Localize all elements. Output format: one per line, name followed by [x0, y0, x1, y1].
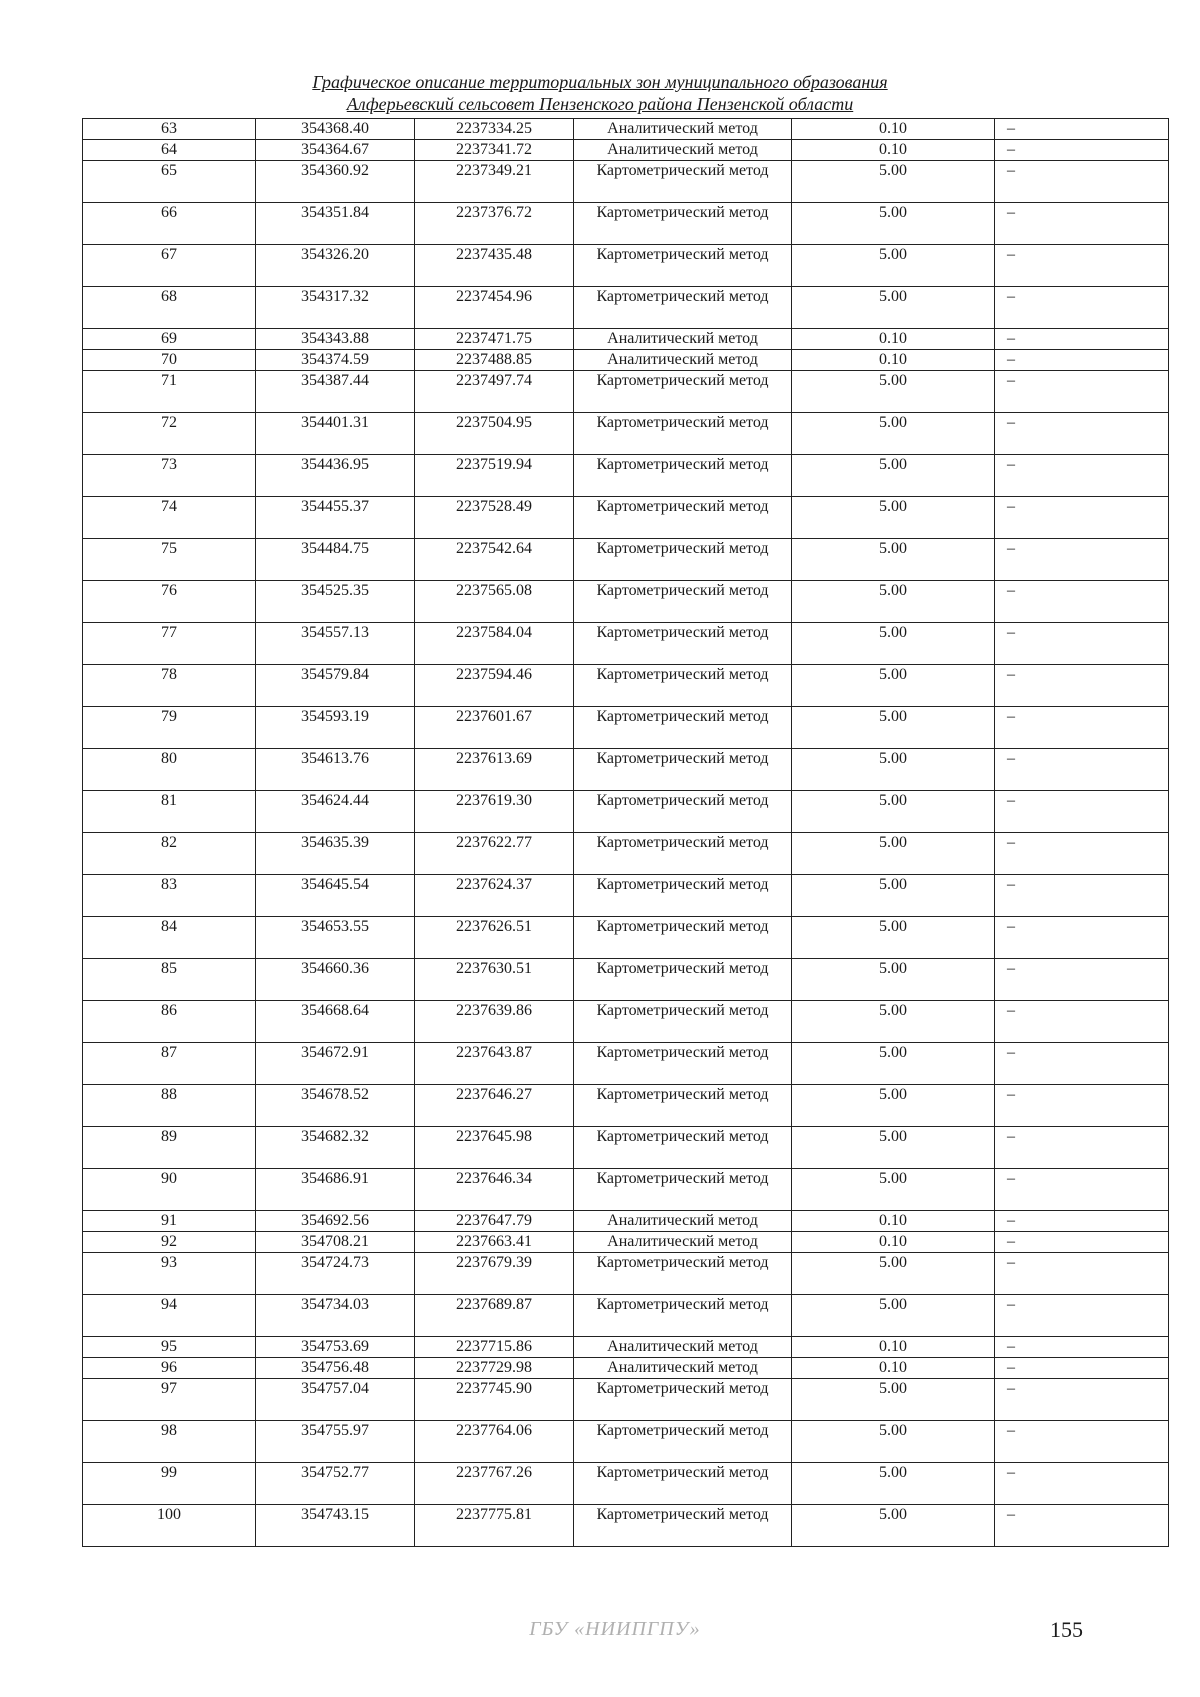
cell-description: – [995, 539, 1169, 581]
cell-accuracy: 5.00 [792, 539, 995, 581]
cell-coordinate-x: 354326.20 [256, 245, 415, 287]
cell-accuracy: 5.00 [792, 413, 995, 455]
cell-accuracy: 5.00 [792, 1295, 995, 1337]
cell-determination-method: Аналитический метод [574, 1337, 792, 1358]
cell-point-number: 75 [83, 539, 256, 581]
cell-determination-method: Картометрический метод [574, 1463, 792, 1505]
table-row [83, 1421, 1169, 1463]
cell-coordinate-x: 354579.84 [256, 665, 415, 707]
cell-coordinate-y: 2237504.95 [415, 413, 574, 455]
cell-coordinate-x: 354635.39 [256, 833, 415, 875]
cell-description: – [995, 161, 1169, 203]
cell-coordinate-y: 2237349.21 [415, 161, 574, 203]
table-row [83, 1043, 1169, 1085]
cell-coordinate-x: 354364.67 [256, 140, 415, 161]
coordinates-table-body [83, 119, 1169, 1547]
cell-coordinate-x: 354724.73 [256, 1253, 415, 1295]
cell-coordinate-y: 2237764.06 [415, 1421, 574, 1463]
cell-point-number: 69 [83, 329, 256, 350]
header-line-2: Алферьевский сельсовет Пензенского района Пензенской области [346, 94, 854, 114]
cell-coordinate-x: 354613.76 [256, 749, 415, 791]
cell-coordinate-y: 2237497.74 [415, 371, 574, 413]
cell-coordinate-y: 2237528.49 [415, 497, 574, 539]
cell-point-number: 64 [83, 140, 256, 161]
cell-description: – [995, 875, 1169, 917]
cell-accuracy: 5.00 [792, 1253, 995, 1295]
cell-coordinate-x: 354374.59 [256, 350, 415, 371]
cell-description: – [995, 287, 1169, 329]
cell-coordinate-x: 354317.32 [256, 287, 415, 329]
cell-accuracy: 5.00 [792, 1169, 995, 1211]
cell-accuracy: 5.00 [792, 161, 995, 203]
table-row [83, 623, 1169, 665]
cell-determination-method: Картометрический метод [574, 833, 792, 875]
cell-determination-method: Картометрический метод [574, 959, 792, 1001]
cell-coordinate-y: 2237639.86 [415, 1001, 574, 1043]
table-row [83, 581, 1169, 623]
cell-coordinate-y: 2237646.34 [415, 1169, 574, 1211]
cell-coordinate-y: 2237334.25 [415, 119, 574, 140]
cell-coordinate-y: 2237775.81 [415, 1505, 574, 1547]
table-row [83, 119, 1169, 140]
cell-determination-method: Картометрический метод [574, 1253, 792, 1295]
table-row [83, 875, 1169, 917]
cell-coordinate-y: 2237630.51 [415, 959, 574, 1001]
cell-coordinate-x: 354368.40 [256, 119, 415, 140]
cell-determination-method: Аналитический метод [574, 1232, 792, 1253]
cell-description: – [995, 1127, 1169, 1169]
table-row [83, 161, 1169, 203]
table-row [83, 791, 1169, 833]
cell-coordinate-y: 2237613.69 [415, 749, 574, 791]
cell-coordinate-x: 354686.91 [256, 1169, 415, 1211]
cell-accuracy: 5.00 [792, 1505, 995, 1547]
cell-accuracy: 5.00 [792, 1421, 995, 1463]
cell-determination-method: Аналитический метод [574, 329, 792, 350]
cell-determination-method: Картометрический метод [574, 1421, 792, 1463]
cell-coordinate-y: 2237679.39 [415, 1253, 574, 1295]
table-row [83, 665, 1169, 707]
cell-coordinate-x: 354593.19 [256, 707, 415, 749]
cell-point-number: 76 [83, 581, 256, 623]
cell-determination-method: Картометрический метод [574, 1001, 792, 1043]
cell-description: – [995, 1085, 1169, 1127]
cell-point-number: 97 [83, 1379, 256, 1421]
table-row [83, 749, 1169, 791]
cell-determination-method: Картометрический метод [574, 917, 792, 959]
cell-description: – [995, 917, 1169, 959]
table-row [83, 1085, 1169, 1127]
cell-coordinate-x: 354360.92 [256, 161, 415, 203]
cell-description: – [995, 1001, 1169, 1043]
table-row [83, 539, 1169, 581]
cell-accuracy: 5.00 [792, 1379, 995, 1421]
cell-coordinate-y: 2237647.79 [415, 1211, 574, 1232]
cell-point-number: 65 [83, 161, 256, 203]
cell-determination-method: Картометрический метод [574, 1127, 792, 1169]
cell-coordinate-y: 2237435.48 [415, 245, 574, 287]
cell-point-number: 63 [83, 119, 256, 140]
cell-accuracy: 0.10 [792, 350, 995, 371]
cell-coordinate-x: 354752.77 [256, 1463, 415, 1505]
cell-accuracy: 5.00 [792, 917, 995, 959]
cell-point-number: 77 [83, 623, 256, 665]
cell-coordinate-y: 2237663.41 [415, 1232, 574, 1253]
cell-accuracy: 5.00 [792, 1085, 995, 1127]
cell-description: – [995, 350, 1169, 371]
cell-determination-method: Картометрический метод [574, 371, 792, 413]
cell-point-number: 70 [83, 350, 256, 371]
cell-point-number: 90 [83, 1169, 256, 1211]
cell-description: – [995, 371, 1169, 413]
cell-description: – [995, 623, 1169, 665]
cell-coordinate-x: 354692.56 [256, 1211, 415, 1232]
cell-determination-method: Картометрический метод [574, 1085, 792, 1127]
cell-accuracy: 0.10 [792, 119, 995, 140]
cell-coordinate-y: 2237689.87 [415, 1295, 574, 1337]
cell-accuracy: 5.00 [792, 665, 995, 707]
cell-determination-method: Аналитический метод [574, 350, 792, 371]
header-line-1: Графическое описание территориальных зон муниципального образования [312, 72, 888, 92]
cell-determination-method: Картометрический метод [574, 707, 792, 749]
cell-point-number: 87 [83, 1043, 256, 1085]
cell-accuracy: 5.00 [792, 581, 995, 623]
cell-description: – [995, 1169, 1169, 1211]
cell-coordinate-x: 354734.03 [256, 1295, 415, 1337]
cell-point-number: 85 [83, 959, 256, 1001]
cell-description: – [995, 413, 1169, 455]
cell-determination-method: Картометрический метод [574, 1169, 792, 1211]
cell-accuracy: 5.00 [792, 1463, 995, 1505]
cell-point-number: 86 [83, 1001, 256, 1043]
cell-coordinate-y: 2237624.37 [415, 875, 574, 917]
cell-coordinate-x: 354743.15 [256, 1505, 415, 1547]
document-header [0, 71, 1200, 115]
table-row [83, 497, 1169, 539]
cell-coordinate-x: 354682.32 [256, 1127, 415, 1169]
cell-description: – [995, 140, 1169, 161]
cell-description: – [995, 707, 1169, 749]
cell-accuracy: 5.00 [792, 371, 995, 413]
table-row [83, 1253, 1169, 1295]
cell-point-number: 94 [83, 1295, 256, 1337]
cell-point-number: 98 [83, 1421, 256, 1463]
cell-coordinate-x: 354387.44 [256, 371, 415, 413]
cell-determination-method: Картометрический метод [574, 665, 792, 707]
table-row [83, 350, 1169, 371]
cell-description: – [995, 203, 1169, 245]
cell-description: – [995, 1295, 1169, 1337]
cell-coordinate-x: 354678.52 [256, 1085, 415, 1127]
cell-point-number: 72 [83, 413, 256, 455]
cell-description: – [995, 581, 1169, 623]
cell-accuracy: 5.00 [792, 287, 995, 329]
cell-accuracy: 5.00 [792, 203, 995, 245]
table-row [83, 1379, 1169, 1421]
cell-point-number: 91 [83, 1211, 256, 1232]
cell-point-number: 88 [83, 1085, 256, 1127]
cell-description: – [995, 1421, 1169, 1463]
cell-coordinate-y: 2237622.77 [415, 833, 574, 875]
cell-coordinate-x: 354757.04 [256, 1379, 415, 1421]
cell-point-number: 82 [83, 833, 256, 875]
cell-point-number: 71 [83, 371, 256, 413]
cell-accuracy: 5.00 [792, 1127, 995, 1169]
cell-accuracy: 0.10 [792, 140, 995, 161]
cell-description: – [995, 833, 1169, 875]
table-row [83, 1358, 1169, 1379]
table-row [83, 371, 1169, 413]
cell-determination-method: Картометрический метод [574, 161, 792, 203]
cell-point-number: 92 [83, 1232, 256, 1253]
cell-description: – [995, 1358, 1169, 1379]
cell-point-number: 80 [83, 749, 256, 791]
cell-accuracy: 5.00 [792, 1043, 995, 1085]
cell-coordinate-y: 2237626.51 [415, 917, 574, 959]
table-row [83, 707, 1169, 749]
table-row [83, 1211, 1169, 1232]
cell-coordinate-x: 354708.21 [256, 1232, 415, 1253]
cell-coordinate-y: 2237767.26 [415, 1463, 574, 1505]
cell-determination-method: Картометрический метод [574, 791, 792, 833]
cell-coordinate-y: 2237646.27 [415, 1085, 574, 1127]
table-row [83, 140, 1169, 161]
cell-point-number: 79 [83, 707, 256, 749]
table-row [83, 1505, 1169, 1547]
table-row [83, 1337, 1169, 1358]
cell-accuracy: 5.00 [792, 1001, 995, 1043]
cell-coordinate-y: 2237471.75 [415, 329, 574, 350]
cell-description: – [995, 791, 1169, 833]
cell-determination-method: Картометрический метод [574, 455, 792, 497]
cell-determination-method: Картометрический метод [574, 1295, 792, 1337]
cell-description: – [995, 119, 1169, 140]
cell-coordinate-y: 2237619.30 [415, 791, 574, 833]
table-row [83, 455, 1169, 497]
cell-description: – [995, 1505, 1169, 1547]
cell-coordinate-y: 2237542.64 [415, 539, 574, 581]
cell-determination-method: Картометрический метод [574, 1043, 792, 1085]
cell-coordinate-x: 354645.54 [256, 875, 415, 917]
cell-point-number: 99 [83, 1463, 256, 1505]
table-row [83, 1295, 1169, 1337]
cell-coordinate-y: 2237376.72 [415, 203, 574, 245]
coordinates-table [82, 118, 1169, 1547]
table-row [83, 329, 1169, 350]
table-row [83, 833, 1169, 875]
cell-accuracy: 0.10 [792, 1232, 995, 1253]
cell-point-number: 81 [83, 791, 256, 833]
cell-coordinate-y: 2237519.94 [415, 455, 574, 497]
cell-point-number: 100 [83, 1505, 256, 1547]
cell-accuracy: 5.00 [792, 875, 995, 917]
cell-coordinate-x: 354624.44 [256, 791, 415, 833]
cell-coordinate-x: 354653.55 [256, 917, 415, 959]
cell-point-number: 95 [83, 1337, 256, 1358]
cell-description: – [995, 329, 1169, 350]
cell-coordinate-x: 354343.88 [256, 329, 415, 350]
cell-description: – [995, 1379, 1169, 1421]
cell-coordinate-x: 354351.84 [256, 203, 415, 245]
cell-determination-method: Картометрический метод [574, 581, 792, 623]
cell-coordinate-y: 2237565.08 [415, 581, 574, 623]
cell-determination-method: Картометрический метод [574, 413, 792, 455]
cell-coordinate-y: 2237745.90 [415, 1379, 574, 1421]
table-row [83, 1232, 1169, 1253]
cell-coordinate-x: 354672.91 [256, 1043, 415, 1085]
cell-description: – [995, 455, 1169, 497]
cell-accuracy: 0.10 [792, 1211, 995, 1232]
cell-determination-method: Аналитический метод [574, 1358, 792, 1379]
cell-determination-method: Картометрический метод [574, 623, 792, 665]
cell-coordinate-y: 2237488.85 [415, 350, 574, 371]
footer-organization: ГБУ «НИИПГПУ» [529, 1618, 701, 1640]
cell-description: – [995, 749, 1169, 791]
cell-accuracy: 5.00 [792, 245, 995, 287]
cell-point-number: 89 [83, 1127, 256, 1169]
cell-coordinate-x: 354755.97 [256, 1421, 415, 1463]
cell-point-number: 83 [83, 875, 256, 917]
cell-accuracy: 0.10 [792, 329, 995, 350]
cell-accuracy: 5.00 [792, 749, 995, 791]
cell-coordinate-y: 2237643.87 [415, 1043, 574, 1085]
cell-point-number: 66 [83, 203, 256, 245]
cell-description: – [995, 1232, 1169, 1253]
cell-determination-method: Картометрический метод [574, 539, 792, 581]
cell-point-number: 68 [83, 287, 256, 329]
cell-description: – [995, 1463, 1169, 1505]
cell-determination-method: Картометрический метод [574, 287, 792, 329]
cell-coordinate-y: 2237584.04 [415, 623, 574, 665]
cell-point-number: 96 [83, 1358, 256, 1379]
cell-accuracy: 5.00 [792, 455, 995, 497]
cell-description: – [995, 959, 1169, 1001]
cell-determination-method: Картометрический метод [574, 203, 792, 245]
table-row [83, 959, 1169, 1001]
cell-determination-method: Картометрический метод [574, 1505, 792, 1547]
cell-coordinate-x: 354401.31 [256, 413, 415, 455]
cell-description: – [995, 245, 1169, 287]
table-row [83, 1169, 1169, 1211]
cell-coordinate-y: 2237729.98 [415, 1358, 574, 1379]
cell-point-number: 93 [83, 1253, 256, 1295]
cell-coordinate-x: 354668.64 [256, 1001, 415, 1043]
table-row [83, 287, 1169, 329]
cell-coordinate-x: 354756.48 [256, 1358, 415, 1379]
cell-accuracy: 0.10 [792, 1337, 995, 1358]
table-row [83, 245, 1169, 287]
cell-coordinate-y: 2237715.86 [415, 1337, 574, 1358]
cell-coordinate-y: 2237645.98 [415, 1127, 574, 1169]
cell-accuracy: 5.00 [792, 497, 995, 539]
cell-accuracy: 0.10 [792, 1358, 995, 1379]
cell-description: – [995, 1337, 1169, 1358]
cell-coordinate-x: 354660.36 [256, 959, 415, 1001]
cell-determination-method: Картометрический метод [574, 1379, 792, 1421]
cell-coordinate-y: 2237594.46 [415, 665, 574, 707]
cell-accuracy: 5.00 [792, 707, 995, 749]
cell-coordinate-x: 354436.95 [256, 455, 415, 497]
cell-accuracy: 5.00 [792, 833, 995, 875]
cell-point-number: 74 [83, 497, 256, 539]
cell-coordinate-x: 354557.13 [256, 623, 415, 665]
cell-point-number: 84 [83, 917, 256, 959]
cell-determination-method: Аналитический метод [574, 119, 792, 140]
cell-determination-method: Аналитический метод [574, 140, 792, 161]
table-row [83, 203, 1169, 245]
cell-determination-method: Картометрический метод [574, 749, 792, 791]
cell-point-number: 73 [83, 455, 256, 497]
cell-description: – [995, 665, 1169, 707]
page-number: 155 [1050, 1617, 1083, 1642]
cell-determination-method: Картометрический метод [574, 245, 792, 287]
cell-accuracy: 5.00 [792, 791, 995, 833]
cell-point-number: 67 [83, 245, 256, 287]
cell-coordinate-x: 354455.37 [256, 497, 415, 539]
cell-determination-method: Картометрический метод [574, 875, 792, 917]
cell-coordinate-y: 2237341.72 [415, 140, 574, 161]
cell-description: – [995, 1253, 1169, 1295]
cell-coordinate-x: 354753.69 [256, 1337, 415, 1358]
cell-determination-method: Аналитический метод [574, 1211, 792, 1232]
table-row [83, 1001, 1169, 1043]
table-row [83, 413, 1169, 455]
cell-coordinate-x: 354525.35 [256, 581, 415, 623]
cell-coordinate-y: 2237601.67 [415, 707, 574, 749]
cell-description: – [995, 1043, 1169, 1085]
cell-point-number: 78 [83, 665, 256, 707]
table-row [83, 1127, 1169, 1169]
cell-coordinate-x: 354484.75 [256, 539, 415, 581]
cell-accuracy: 5.00 [792, 959, 995, 1001]
table-row [83, 1463, 1169, 1505]
cell-coordinate-y: 2237454.96 [415, 287, 574, 329]
cell-determination-method: Картометрический метод [574, 497, 792, 539]
cell-description: – [995, 1211, 1169, 1232]
cell-description: – [995, 497, 1169, 539]
table-row [83, 917, 1169, 959]
cell-accuracy: 5.00 [792, 623, 995, 665]
